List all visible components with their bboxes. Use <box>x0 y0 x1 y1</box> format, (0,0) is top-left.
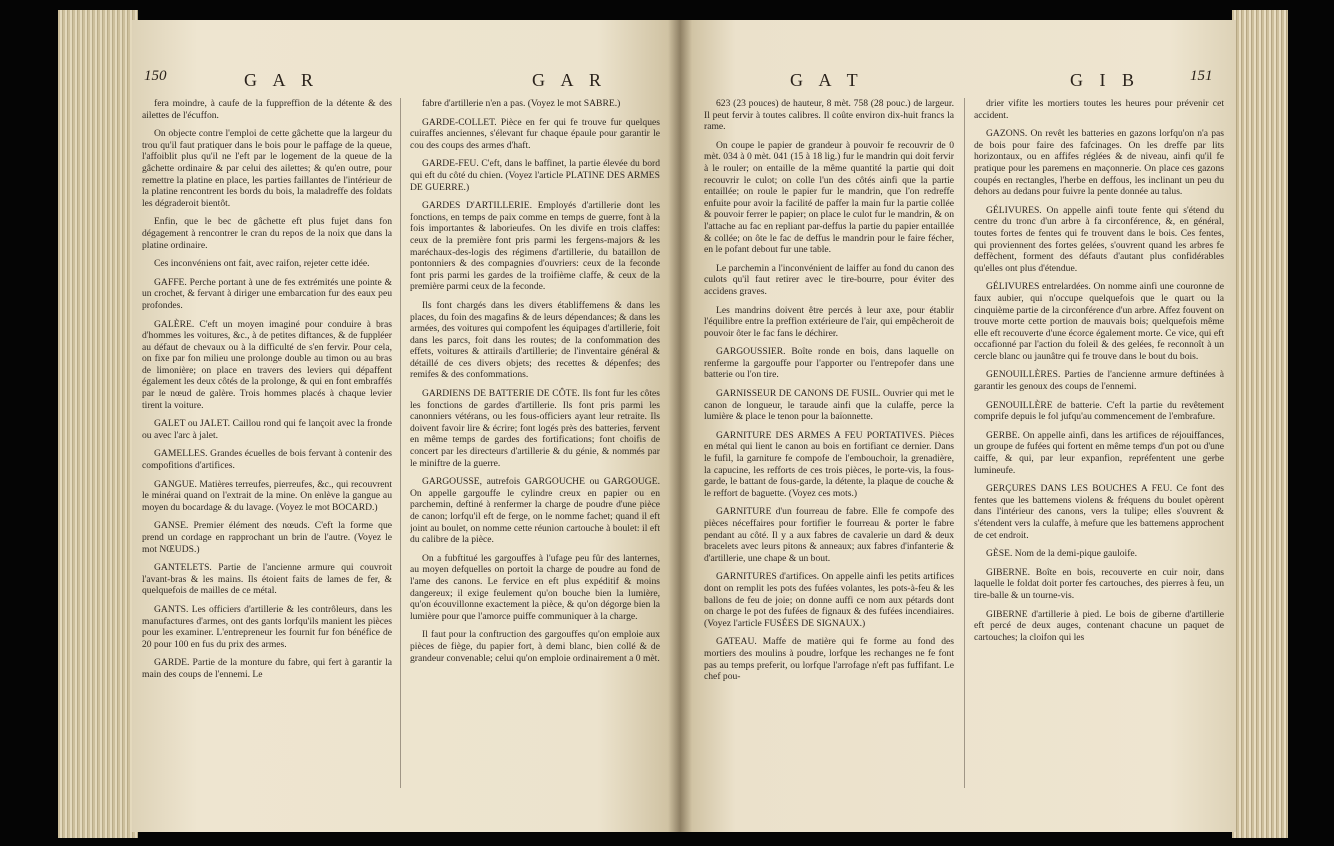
entry-paragraph: GAFFE. Perche portant à une de fes extrémités une pointe & un crochet, & fervant à diriger une embarcation fur des eaux peu profondes. <box>142 276 392 311</box>
entry-paragraph: GARDES D'ARTILLERIE. Employés d'artillerie dont les fonctions, en temps de paix comme en temps de guerre, font à la fois importantes & laborieufes. On les divife en trois claffes: ceux de la première font pris parmi les fergens-majors & les maréchaux-des-logis des régimens d'artillerie, du bataillon de pontonniers & des compagnies d'ouvriers: ceux de la feconde font pris parmi les gardes de la troifième claffe, & ceux de la première parmi ceux de la feconde. <box>410 200 660 293</box>
entry-paragraph: GÉLIVURES. On appelle ainfi toute fente qui s'étend du centre du tronc d'un arbre à fa circonférence, &, en général, toutes fortes de fentes qui fe trouvent dans le bois. Ces fentes, qui proviennent des fortes gelées, s'ouvrent quand les arbres fe deffèchent, forment des défauts d'autant plus confidérables qu'elles ont plus d'étendue. <box>974 204 1224 274</box>
running-head-right-2: G I B <box>1070 70 1140 90</box>
entry-paragraph: Ces inconvéniens ont fait, avec raifon, rejeter cette idée. <box>154 258 370 270</box>
entry-paragraph: GIBERNE d'artillerie à pied. Le bois de giberne d'artillerie eft percé de deux auges, contenant chacune un paquet de cartouches; la cloifon qui les <box>974 608 1224 643</box>
running-head-right-1: G A T <box>790 70 864 90</box>
running-head-left-1: G A R <box>244 70 320 90</box>
entry-paragraph: GARNISSEUR DE CANONS DE FUSIL. Ouvrier qui met le canon de longueur, le taraude ainfi que la culaffe, perce la lumière & place le tenon pour la baïonnette. <box>704 388 954 423</box>
entry-paragraph: GALET ou JALET. Caillou rond qui fe lançoit avec la fronde ou avec l'arc à jalet. <box>142 418 392 441</box>
entry-paragraph: GAZONS. On revêt les batteries en gazons lorfqu'on n'a pas de bois pour faire des fafcinages. On les dreffe par lits horizontaux, ou en affifes réglées & de niveau, ainfi qu'il fe pratique pour les paremens en maçonnerie. On place ces gazons coupés en rectangles, l'herbe en deffous, les inclinant un peu du dehors au dedans pour fuivre la pente donnée au talus. <box>974 128 1224 198</box>
book-gutter <box>668 20 692 832</box>
entry-paragraph: GÉLIVURES entrelardées. On nomme ainfi une couronne de faux aubier, qui n'occupe quelquefois que le quart ou la cinquième partie de la circonférence d'un arbre. Affez fouvent on trouve morte cette portion de mauvais bois; quelquefois même elle eft recouverte d'une écorce également morte. Ce vice, qui eft occafionné par l'action du foleil & des gelées, fe reconnoît à un cercle blanc ou jaunâtre qui fe trouve dans le bout du bois. <box>974 281 1224 362</box>
entry-paragraph: GANSE. Premier élément des nœuds. C'eft la forme que prend un cordage en rapprochant un brin de l'autre. (Voyez le mot NŒUDS.) <box>142 520 392 555</box>
entry-paragraph: Le parchemin a l'inconvénient de laiffer au fond du canon des culots qu'il faut retirer avec le tire-bourre, pour éviter des accidens graves. <box>704 262 954 297</box>
left-page <box>132 20 680 832</box>
entry-paragraph: fera moindre, à caufe de la fuppreffion de la détente & des ailettes de l'écuffon. <box>142 98 392 121</box>
entry-paragraph: GARGOUSSIER. Boîte ronde en bois, dans laquelle on renferme la gargouffe pour l'apporter ou l'entrepofer dans une batterie ou l'on tire. <box>704 346 954 381</box>
entry-paragraph: fabre d'artillerie n'en a pas. (Voyez le mot SABRE.) <box>422 98 621 109</box>
entry-paragraph: On objecte contre l'emploi de cette gâchette que la largeur du trou qu'il faut pratiquer dans le bois pour le paffage de la queue, l'affoiblit plus qu'il ne l'eft par le logement de la queue de la gâchette ordinaire & par celui des ailettes; & qu'en outre, pour remettre la platine en place, les parties faillantes de l'intérieur de la platine rencontrent les bords du bois, la maladreffe des foldats les dégraderoit bientôt. <box>142 128 392 209</box>
running-head-left-2: G A R <box>532 70 608 90</box>
entry-paragraph: GARNITURE d'un fourreau de fabre. Elle fe compofe des pièces néceffaires pour fortifier le fourreau & porter le fabre pendant au côté. Il y a aux fabres de cavalerie un dard & deux bracelets avec leurs pitons & anneaux; aux fabres d'infanterie & d'artillerie, une chape & un bout. <box>704 506 954 564</box>
entry-paragraph: GATEAU. Maffe de matière qui fe forme au fond des mortiers des moulins à poudre, lorfque les rechanges ne fe font pas au temps preferit, ou lorfque l'arrofage n'eft pas fuffifant. Le chef pou- <box>704 636 954 683</box>
entry-paragraph: GARDIENS DE BATTERIE DE CÔTE. Ils font fur les côtes les fonctions de gardes d'artillerie. Ils font pris parmi les canonniers vétérans, ou les fous-officiers ayant leur retraite. Ils doivent favoir lire & écrire; font logés près des batteries, fervent en même temps de gardes des fortifications; font choifis de concert par les directeurs d'artillerie & du génie, & nommés par le miniftre de la guerre. <box>410 388 660 469</box>
entry-paragraph: GAMELLES. Grandes écuelles de bois fervant à contenir des compofitions d'artifices. <box>142 448 392 472</box>
entry-paragraph: GANGUE. Matières terreufes, pierreufes, &c., qui recouvrent le minérai quand on l'extrait de la mine. On enlève la gangue au moyen du bocardage & du lavage. (Voyez le mot BOCARD.) <box>142 478 392 513</box>
entry-paragraph: GALÈRE. C'eft un moyen imaginé pour conduire à bras d'hommes les voitures, &c., à de petites diftances, & de fuppléer au défaut de chevaux ou à la difficulté de s'en fervir. Pour cela, on fixe par fon milieu une prolonge double au timon ou au bras de limonière; on place en travers des leviers qui dépaffent également les deux côtés de la prolonge, & qui en font embraffés par le nœud de galère. Trois hommes placés à chaque levier tirent la voiture. <box>142 318 392 411</box>
entry-paragraph: GARNITURE DES ARMES A FEU PORTATIVES. Pièces en métal qui lient le canon au bois en fortifiant ce dernier. Dans le fufil, la garniture fe compofe de l'embouchoir, la grenadière, la capucine, les refforts de ces trois pièces, le porte-vis, la fous-garde, le battant de fous-garde, la détente, la plaque de couche & le reffort de baguette. (Voyez ces mots.) <box>704 429 954 499</box>
entry-paragraph: GERÇURES DANS LES BOUCHES A FEU. Ce font des fentes que les battemens violens & fréquens du boulet opèrent dans l'intérieur des canons, vers la tulipe; elles s'ouvrent & s'étendent vers la culaffe, à mefure que les battemens approchent de cet endroit. <box>974 483 1224 541</box>
entry-paragraph: Ils font chargés dans les divers établiffemens & dans les places, du foin des magafins & de leurs dépendances; & dans les armées, des voitures qui compofent les équipages d'artillerie, foit dans les parcs, foit dans les routes; de la confommation des effets, voitures & attirails d'artillerie; de l'inventaire général & détaillé de ces divers objets; des recettes & dépenfes; des remifes & des confommations. <box>410 299 660 381</box>
book-page-edges-left <box>58 10 138 838</box>
book-page-edges-right <box>1232 10 1288 838</box>
entry-paragraph: drier vifite les mortiers toutes les heures pour prévenir cet accident. <box>974 98 1224 121</box>
entry-paragraph: Les mandrins doivent être percés à leur axe, pour établir l'équilibre entre la preffion extérieure de l'air, qui empêcheroit de pouvoir ôter le fac fans le déchirer. <box>704 304 954 339</box>
page-number-left: 150 <box>144 68 167 84</box>
entry-paragraph: GANTS. Les officiers d'artillerie & les contrôleurs, dans les manufactures d'armes, ont des gants lorfqu'ils manient les pièces pour les examiner. L'entrepreneur les fournit fur fon bénéfice de 20 pour 100 en fus du prix des armes. <box>142 603 392 650</box>
entry-paragraph: Il faut pour la conftruction des gargouffes qu'on emploie aux pièces de fiège, du papier fort, à demi blanc, bien collé & de grandeur convenable; celui qu'on emploie ordinairement a 0 mèt. <box>410 629 660 664</box>
page-number-right: 151 <box>1190 68 1213 84</box>
entry-paragraph: On coupe le papier de grandeur à pouvoir fe recouvrir de 0 mèt. 034 à 0 mèt. 041 (15 à 18 lig.) fur le mandrin qui doit fervir à le rouler; on entaille de la même quantité la partie qui doit recouvrir le culot; on colle l'un des côtés ainfi que la partie entaillée; on roule le papier fur le mandrin, que l'on redreffe enfuite pour avoir la facilité de paffer la main fur la partie collée & pouvoir ferrer le papier; on place le culot fur le mandrin, & on l'attache au fac en repliant par-deffus la partie du papier entaillée & collée; on ôte le fac de deffus le mandrin pour le faire fécher, en le pofant debout fur une table. <box>704 139 954 256</box>
left-column-1 <box>142 98 392 798</box>
entry-paragraph: GARGOUSSE, autrefois GARGOUCHE ou GARGOUGE. On appelle gargouffe le cylindre creux en papier ou en parchemin, deftiné à renfermer la charge de poudre d'une pièce de canon; lorfqu'il eft de ferge, on le nomme fachet; quand il eft joint au boulet, on nomme cette réunion cartouche à boulet: il eft du calibre de la pièce. <box>410 476 660 546</box>
entry-paragraph: GIBERNE. Boîte en bois, recouverte en cuir noir, dans laquelle le foldat doit porter fes cartouches, des pierres à feu, un tire-balle & un tourne-vis. <box>974 566 1224 601</box>
right-page <box>680 20 1236 832</box>
column-rule-right <box>964 98 965 788</box>
entry-paragraph: GERBE. On appelle ainfi, dans les artifices de réjouiffances, un groupe de fufées qui fortent en même temps d'un pot ou d'une caiffe, & qui, par leur expanfion, repréfentent une gerbe lumineufe. <box>974 429 1224 476</box>
entry-paragraph: On a fubftitué les gargouffes à l'ufage peu fûr des lanternes, au moyen defquelles on portoit la charge de poudre au fond de l'ame des canons. Le fervice en eft plus expéditif & moins dangereux; il exige feulement qu'on bouche bien la lumière, qu'on écouvillonne exactement la pièce, & qu'on dégorge bien la lumière pour que l'amorce puiffe communiquer à la charge. <box>410 552 660 622</box>
entry-paragraph: GARDE-COLLET. Pièce en fer qui fe trouve fur quelques cuiraffes anciennes, s'élevant fur chaque épaule pour garantir le cou des coups des armes d'haft. <box>410 116 660 151</box>
entry-paragraph: Enfin, que le bec de gâchette eft plus fujet dans fon dégagement à rencontrer le cran du repos de la noix que dans la platine ordinaire. <box>142 216 392 251</box>
entry-paragraph: GARNITURES d'artifices. On appelle ainfi les petits artifices dont on remplit les pots des fufées volantes, les pots-à-feu & les ballons de feu de joie; on donne auffi ce nom aux pétards dont on charge le pot des fufées de fignaux & des fufées incendiaires. (Voyez l'article FUSÉES DE SIGNAUX.) <box>704 571 954 629</box>
right-column-2 <box>974 98 1224 798</box>
left-column-2 <box>410 98 660 798</box>
entry-paragraph: GANTELETS. Partie de l'ancienne armure qui couvroit l'avant-bras & les mains. Ils étoient faits de lames de fer, & quelquefois de mailles de ce métal. <box>142 562 392 597</box>
entry-paragraph: GENOUILLÈRE de batterie. C'eft la partie du revêtement comprife depuis le fol jufqu'au commencement de l'embrafure. <box>974 399 1224 423</box>
entry-paragraph: 623 (23 pouces) de hauteur, 8 mèt. 758 (28 pouc.) de largeur. Il peut fervir à toutes calibres. Il coûte environ dix-huit francs la rame. <box>704 98 954 133</box>
entry-paragraph: GARDE-FEU. C'eft, dans le baffinet, la partie élevée du bord qui eft du côté du chien. (Voyez l'article PLATINE DES ARMES DE GUERRE.) <box>410 158 660 193</box>
entry-paragraph: GARDE. Partie de la monture du fabre, qui fert à garantir la main des coups de l'ennemi. Le <box>142 657 392 680</box>
entry-paragraph: GENOUILLÈRES. Parties de l'ancienne armure deftinées à garantir les genoux des coups de l'ennemi. <box>974 369 1224 393</box>
right-column-1 <box>704 98 954 798</box>
entry-paragraph: GÈSE. Nom de la demi-pique gauloife. <box>986 548 1138 560</box>
column-rule-left <box>400 98 401 788</box>
